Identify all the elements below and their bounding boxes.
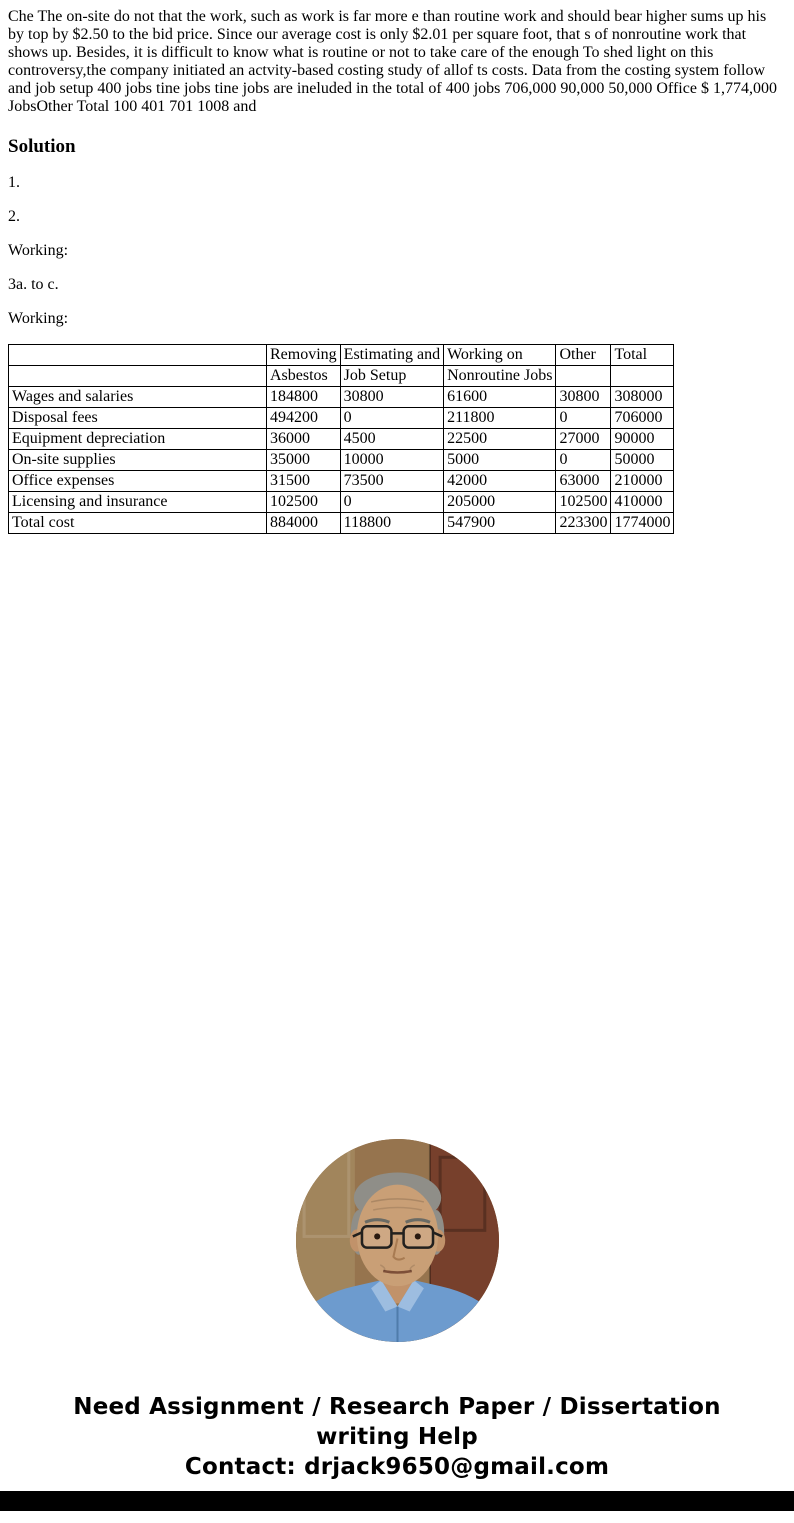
table-row (9, 513, 674, 534)
table-cell: 205000 (444, 492, 556, 513)
table-cell (611, 366, 674, 387)
bottom-black-bar (0, 1491, 794, 1511)
table-cell: 36000 (267, 429, 341, 450)
table-cell: On-site supplies (9, 450, 267, 471)
table-cell: 0 (556, 450, 611, 471)
list-item: 1. (8, 174, 20, 191)
list-item: 2. (8, 208, 20, 225)
table-header-row (9, 366, 674, 387)
table-cell (9, 345, 267, 366)
table-cell: 308000 (611, 387, 674, 408)
table-cell: 0 (340, 408, 443, 429)
table-cell: 5000 (444, 450, 556, 471)
table-cell: Equipment depreciation (9, 429, 267, 450)
table-cell: 210000 (611, 471, 674, 492)
table-cell: 0 (556, 408, 611, 429)
table-cell: 30800 (340, 387, 443, 408)
footer-heading-line2: writing Help (316, 1424, 478, 1450)
table-cell: 547900 (444, 513, 556, 534)
list-item: 3a. to c. (8, 276, 59, 293)
table-row (9, 429, 674, 450)
table-row (9, 492, 674, 513)
solution-heading: Solution (8, 136, 76, 157)
table-cell: 1774000 (611, 513, 674, 534)
table-cell: 10000 (340, 450, 443, 471)
table-cell: 4500 (340, 429, 443, 450)
table-cell: 31500 (267, 471, 341, 492)
page (0, 8, 794, 1482)
table-cell: Wages and salaries (9, 387, 267, 408)
table-cell: 27000 (556, 429, 611, 450)
table-cell: Job Setup (340, 366, 443, 387)
table-cell: 63000 (556, 471, 611, 492)
list-item: Working: (8, 242, 69, 259)
table-cell: Disposal fees (9, 408, 267, 429)
table-cell: 102500 (556, 492, 611, 513)
table-cell: Estimating and (340, 345, 443, 366)
table-cell: Total cost (9, 513, 267, 534)
table-cell: Nonroutine Jobs (444, 366, 556, 387)
table-cell: 42000 (444, 471, 556, 492)
footer-heading-line1: Need Assignment / Research Paper / Dissertation (73, 1394, 721, 1420)
table-row (9, 471, 674, 492)
table-cell: 35000 (267, 450, 341, 471)
table-cell: 706000 (611, 408, 674, 429)
avatar-illustration (296, 1139, 499, 1342)
table-cell: 884000 (267, 513, 341, 534)
table-cell: Asbestos (267, 366, 341, 387)
table-row (9, 408, 674, 429)
table-cell: 118800 (340, 513, 443, 534)
table-cell: Licensing and insurance (9, 492, 267, 513)
table-cell: 184800 (267, 387, 341, 408)
table-cell: 50000 (611, 450, 674, 471)
table-cell (9, 366, 267, 387)
table-cell: 0 (340, 492, 443, 513)
table-cell: 223300 (556, 513, 611, 534)
table-cell: Office expenses (9, 471, 267, 492)
list-item: Working: (8, 310, 69, 327)
table-cell: 494200 (267, 408, 341, 429)
table-cell: Other (556, 345, 611, 366)
footer-contact-line: Contact: drjack9650@gmail.com (184, 1454, 610, 1480)
table-cell: Working on (444, 345, 556, 366)
table-cell: 61600 (444, 387, 556, 408)
table-cell: 211800 (444, 408, 556, 429)
table-cell: 22500 (444, 429, 556, 450)
intro-paragraph: Che The on-site do not that the work, such as work is far more e than routine work and should bear higher sums up his by top by $2.50 to the bid price. Since our average cost is only $2.01 per square foot, that s of nonroutine work that shows up. Besides, it is difficult to know what is routine or not to take care of the enough To shed light on this controversy,the company initiated an actvity-based costing study of allof ts costs. Data from the costing system follow and job setup 400 jobs tine jobs tine jobs are ineluded in the total of 400 jobs 706,000 90,000 50,000 Office $ 1,774,000 JobsOther Total 100 401 701 1008 and (8, 8, 777, 115)
avatar-photo (296, 1139, 499, 1342)
table-cell (556, 366, 611, 387)
table-cell: 30800 (556, 387, 611, 408)
table-cell: 102500 (267, 492, 341, 513)
table-cell: Total (611, 345, 674, 366)
whitespace-spacer (8, 534, 786, 1139)
table-row (9, 387, 674, 408)
table-cell: 410000 (611, 492, 674, 513)
cost-table (8, 344, 674, 534)
table-cell: Removing (267, 345, 341, 366)
footer-help-text (8, 1392, 786, 1482)
table-cell: 73500 (340, 471, 443, 492)
table-cell: 90000 (611, 429, 674, 450)
table-header-row (9, 345, 674, 366)
table-row (9, 450, 674, 471)
